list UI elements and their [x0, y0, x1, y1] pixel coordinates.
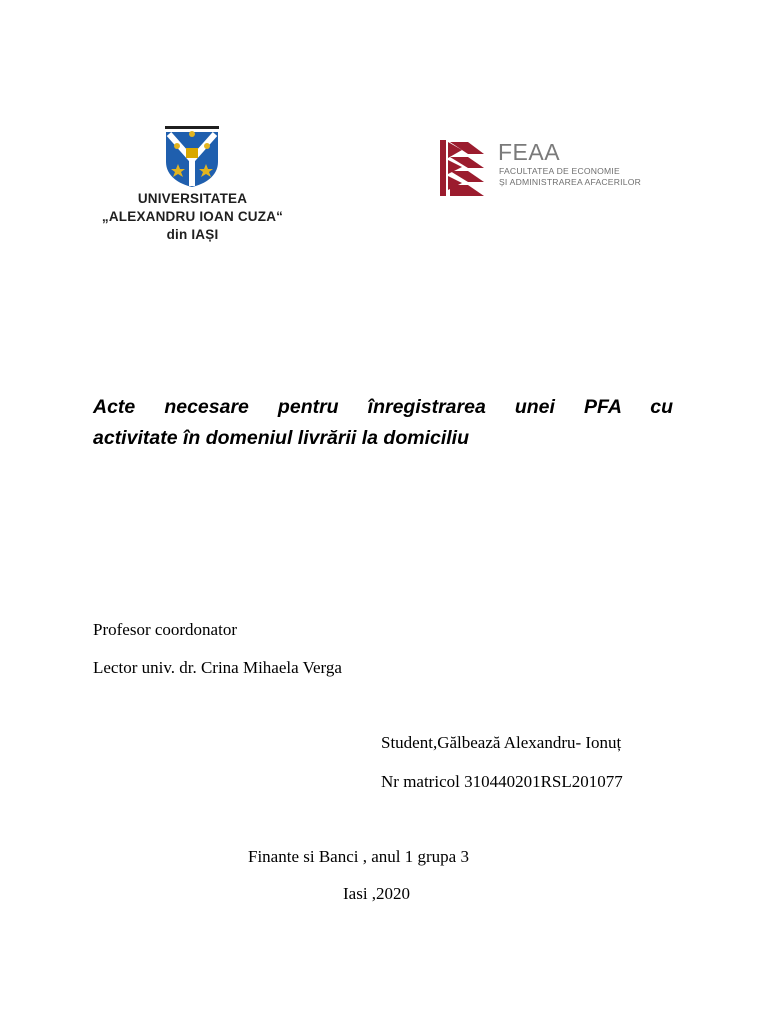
- coordinator-name: Lector univ. dr. Crina Mihaela Verga: [93, 658, 342, 677]
- faculty-name-line2: ȘI ADMINISTRAREA AFACERILOR: [499, 177, 641, 187]
- title-line1: Acte necesare pentru înregistrarea unei PFA cu: [93, 396, 673, 418]
- study-program: Finante si Banci , anul 1 grupa 3: [248, 847, 469, 866]
- university-name-line1: UNIVERSITATEA: [137, 191, 248, 206]
- university-name-line3: din IAȘI: [166, 227, 219, 242]
- document-title: [93, 392, 673, 454]
- faculty-acronym: FEAA: [498, 139, 561, 165]
- university-name-line2: „ALEXANDRU IOAN CUZA“: [101, 209, 284, 224]
- faculty-logo: [440, 138, 650, 198]
- university-crest-icon: [165, 126, 219, 188]
- student-name: Student,Gălbează Alexandru- Ionuț: [381, 733, 622, 752]
- university-logo: [95, 124, 290, 244]
- faculty-mark-icon: [440, 140, 490, 196]
- title-line2: activitate în domeniul livrării la domiciliu: [93, 427, 470, 449]
- student-matricol: Nr matricol 310440201RSL201077: [381, 772, 623, 791]
- faculty-name-line1: FACULTATEA DE ECONOMIE: [499, 166, 620, 176]
- city-year: Iasi ,2020: [343, 884, 411, 903]
- coordinator-label: Profesor coordonator: [93, 620, 237, 639]
